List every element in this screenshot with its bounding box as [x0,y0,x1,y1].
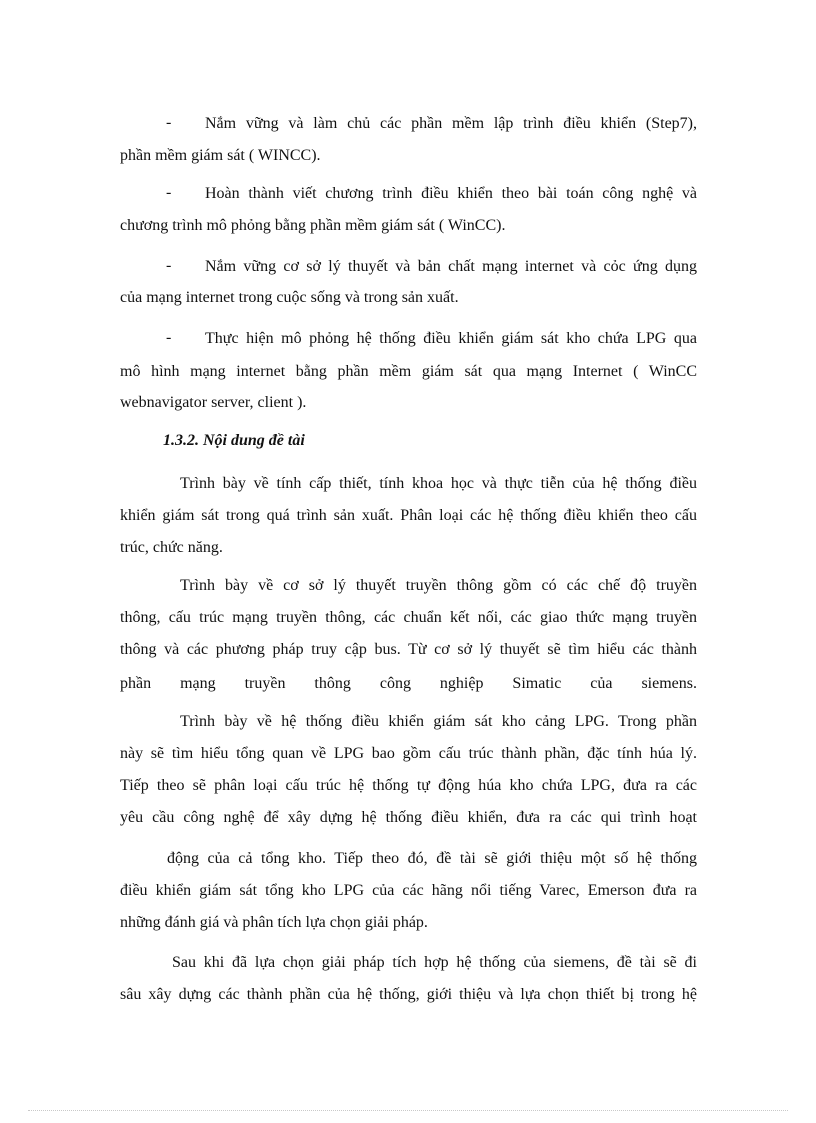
paragraph-2-line-4: phần mạng truyền thông công nghiệp Simatic của siemens. [120,675,697,692]
bullet-2-line-1: Hoàn thành viết chương trình điều khiển theo bài toán công nghệ và [205,185,697,202]
paragraph-2-line-1: Trình bày về cơ sở lý thuyết truyền thông gồm có các chế độ truyền [180,577,697,594]
bullet-4-line-1: Thực hiện mô phỏng hệ thống điều khiển giám sát kho chứa LPG qua [205,330,697,347]
bullet-dash: - [166,257,172,274]
paragraph-3-line-1: Trình bày về hệ thống điều khiển giám sát kho cảng LPG. Trong phần [180,713,697,730]
bullet-4-line-2: mô hình mạng internet bằng phần mềm giám sát qua mạng Internet ( WinCC [120,363,697,380]
paragraph-3-line-3: Tiếp theo sẽ phân loại cấu trúc hệ thống tự động húa kho chứa LPG, đưa ra các [120,777,697,794]
paragraph-4-line-3: những đánh giá và phân tích lựa chọn giải pháp. [120,914,428,931]
paragraph-4-line-1: động của cả tổng kho. Tiếp theo đó, đề tài sẽ giới thiệu một số hệ thống [167,850,697,867]
bullet-dash: - [166,329,172,346]
paragraph-3-line-4: yêu cầu công nghệ để xây dựng hệ thống điều khiển, đưa ra các qui trình hoạt [120,809,697,826]
bullet-dash: - [166,184,172,201]
page-bottom-divider [28,1110,788,1111]
paragraph-5-line-1: Sau khi đã lựa chọn giải pháp tích hợp hệ thống của siemens, đề tài sẽ đi [172,954,697,971]
paragraph-3-line-2: này sẽ tìm hiểu tổng quan về LPG bao gồm cấu trúc thành phần, đặc tính húa lý. [120,745,697,762]
paragraph-1-line-3: trúc, chức năng. [120,539,223,556]
paragraph-4-line-2: điều khiển giám sát tổng kho LPG của các hãng nổi tiếng Varec, Emerson đưa ra [120,882,697,899]
bullet-4-line-3: webnavigator server, client ). [120,394,307,411]
section-heading: 1.3.2. Nội dung đề tài [163,432,305,449]
paragraph-1-line-2: khiển giám sát trong quá trình sản xuất. Phân loại các hệ thống điều khiển theo cấu [120,507,697,524]
bullet-dash: - [166,114,172,131]
paragraph-5-line-2: sâu xây dựng các thành phần của hệ thống, giới thiệu và lựa chọn thiết bị trong hệ [120,986,697,1003]
bullet-1-line-2: phần mềm giám sát ( WINCC). [120,147,321,164]
bullet-2-line-2: chương trình mô phỏng bằng phần mềm giám sát ( WinCC). [120,217,506,234]
paragraph-1-line-1: Trình bày về tính cấp thiết, tính khoa học và thực tiễn của hệ thống điều [180,475,697,492]
bullet-3-line-1: Nắm vững cơ sở lý thuyết và bản chất mạng internet và cỏc ứng dụng [205,258,697,275]
paragraph-2-line-3: thông và các phương pháp truy cập bus. Từ cơ sở lý thuyết sẽ tìm hiểu các thành [120,641,697,658]
bullet-3-line-2: của mạng internet trong cuộc sống và trong sản xuất. [120,289,459,306]
paragraph-2-line-2: thông, cấu trúc mạng truyền thông, các chuẩn kết nối, các giao thức mạng truyền [120,609,697,626]
bullet-1-line-1: Nắm vững và làm chủ các phần mềm lập trình điều khiển (Step7), [205,115,697,132]
